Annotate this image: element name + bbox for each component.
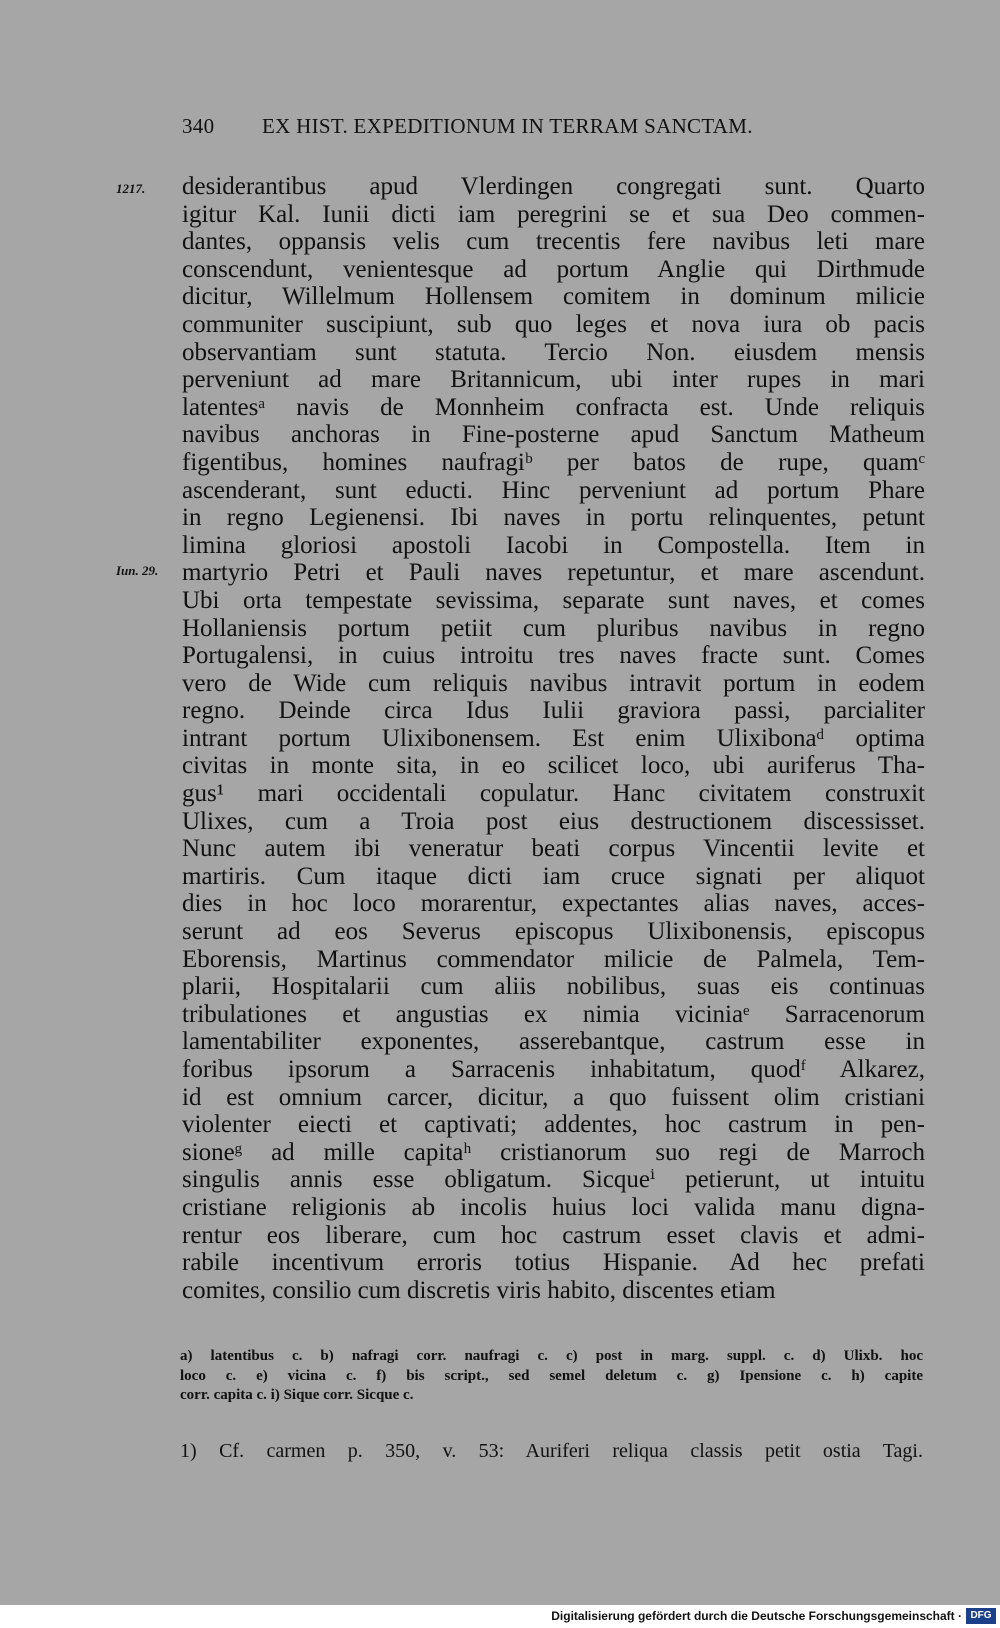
text-line: dantes, oppansis velis cum trecentis fere navibus leti mare <box>182 228 925 256</box>
text-line: rentur eos liberare, cum hoc castrum esset clavis et admi- <box>182 1221 925 1249</box>
text-line: Eborensis, Martinus commendator milicie de Palmela, Tem- <box>182 945 925 973</box>
text-line: figentibus, homines naufragiᵇ per batos de rupe, quamᶜ <box>182 448 925 476</box>
text-line: desiderantibus apud Vlerdingen congregati sunt. Quarto <box>182 173 925 200</box>
reference-note: 1) Cf. carmen p. 350, v. 53: Auriferi reliqua classis petit ostia Tagi. <box>180 1440 923 1462</box>
text-line: tribulationes et angustias ex nimia viciniaᵉ Sarracenorum <box>182 1000 925 1028</box>
text-line: perveniunt ad mare Britannicum, ubi inter rupes in mari <box>182 366 925 394</box>
text-line: sioneᵍ ad mille capitaʰ cristianorum suo regi de Marroch <box>182 1138 925 1166</box>
digitization-footer <box>0 1605 1000 1628</box>
text-line: dicitur, Willelmum Hollensem comitem in dominum milicie <box>182 283 925 311</box>
text-line: civitas in monte sita, in eo scilicet loco, ubi auriferus Tha- <box>182 752 925 780</box>
text-line: Hollaniensis portum petiit cum pluribus navibus in regno <box>182 614 925 642</box>
page-number: 340 <box>182 114 215 138</box>
margin-year: 1217. <box>116 181 146 196</box>
text-line: ascenderant, sunt educti. Hinc perveniunt ad portum Phare <box>182 476 925 504</box>
text-line: Portugalensi, in cuius introitu tres naves fracte sunt. Comes <box>182 642 925 670</box>
text-line: singulis annis esse obligatum. Sicqueⁱ petierunt, ut intuitu <box>182 1166 925 1194</box>
text-line: communiter suscipiunt, sub quo leges et nova iura ob pacis <box>182 310 925 338</box>
text-line: igitur Kal. Iunii dicti iam peregrini se et sua Deo commen- <box>182 200 925 228</box>
page-title: EX HIST. EXPEDITIONUM IN TERRAM SANCTAM. <box>262 114 753 138</box>
text-line: martiris. Cum itaque dicti iam cruce signati per aliquot <box>182 862 925 890</box>
footnote-line: loco c. e) vicina c. f) bis script., sed semel deletum c. g) Ipensione c. h) capite <box>180 1367 923 1384</box>
text-line: gus¹ mari occidentali copulatur. Hanc civitatem construxit <box>182 780 925 808</box>
text-line: Ubi orta tempestate sevissima, separate sunt naves, et comes <box>182 586 925 614</box>
text-line: comites, consilio cum discretis viris habito, discentes etiam <box>182 1276 776 1304</box>
critical-apparatus <box>180 1347 923 1406</box>
text-line: plarii, Hospitalarii cum aliis nobilibus, suas eis continuas <box>182 973 925 1001</box>
dfg-logo: DFG <box>966 1608 996 1624</box>
text-line: Nunc autem ibi veneratur beati corpus Vincentii levite et <box>182 835 925 863</box>
text-line: dies in hoc loco morarentur, expectantes alias naves, acces- <box>182 890 925 918</box>
text-line: Ulixes, cum a Troia post eius destructionem discessisset. <box>182 807 925 835</box>
text-line: violenter eiecti et captivati; addentes, hoc castrum in pen- <box>182 1111 925 1139</box>
text-line: lamentabiliter exponentes, asserebantque, castrum esse in <box>182 1028 925 1056</box>
text-line: foribus ipsorum a Sarracenis inhabitatum, quodᶠ Alkarez, <box>182 1056 925 1083</box>
text-line: vero de Wide cum reliquis navibus intravit portum in eodem <box>182 669 925 697</box>
text-line: in regno Legienensi. Ibi naves in portu relinquentes, petunt <box>182 504 925 532</box>
text-line: serunt ad eos Severus episcopus Ulixibonensis, episcopus <box>182 918 925 946</box>
margin-date: Iun. 29. <box>116 563 159 578</box>
text-line: latentesᵃ navis de Monnheim confracta est. Unde reliquis <box>182 393 925 421</box>
text-line: limina gloriosi apostoli Iacobi in Compostella. Item in <box>182 531 925 559</box>
text-line: conscendunt, venientesque ad portum Anglie qui Dirthmude <box>182 255 925 283</box>
footnote-line: corr. capita c. i) Sique corr. Sicque c. <box>180 1387 414 1403</box>
text-line: observantiam sunt statuta. Tercio Non. eiusdem mensis <box>182 338 925 366</box>
footnote-line: a) latentibus c. b) nafragi corr. naufragi c. c) post in marg. suppl. c. d) Ulixb. hoc <box>180 1348 923 1364</box>
digitization-credit: Digitalisierung gefördert durch die Deutsche Forschungsgemeinschaft · <box>551 1609 962 1623</box>
text-line: cristiane religionis ab incolis huius loci valida manu digna- <box>182 1193 925 1221</box>
text-line: regno. Deinde circa Idus Iulii graviora passi, parcialiter <box>182 697 925 725</box>
main-text <box>182 173 925 1304</box>
text-line: martyrio Petri et Pauli naves repetuntur, et mare ascendunt. <box>182 559 925 587</box>
text-line: rabile incentivum erroris totius Hispanie. Ad hec prefati <box>182 1249 925 1277</box>
running-head <box>182 114 862 144</box>
text-line: intrant portum Ulixibonensem. Est enim Ulixibonaᵈ optima <box>182 724 925 752</box>
text-line: navibus anchoras in Fine-posterne apud Sanctum Matheum <box>182 421 925 449</box>
text-line: id est omnium carcer, dicitur, a quo fuissent olim cristiani <box>182 1083 925 1111</box>
